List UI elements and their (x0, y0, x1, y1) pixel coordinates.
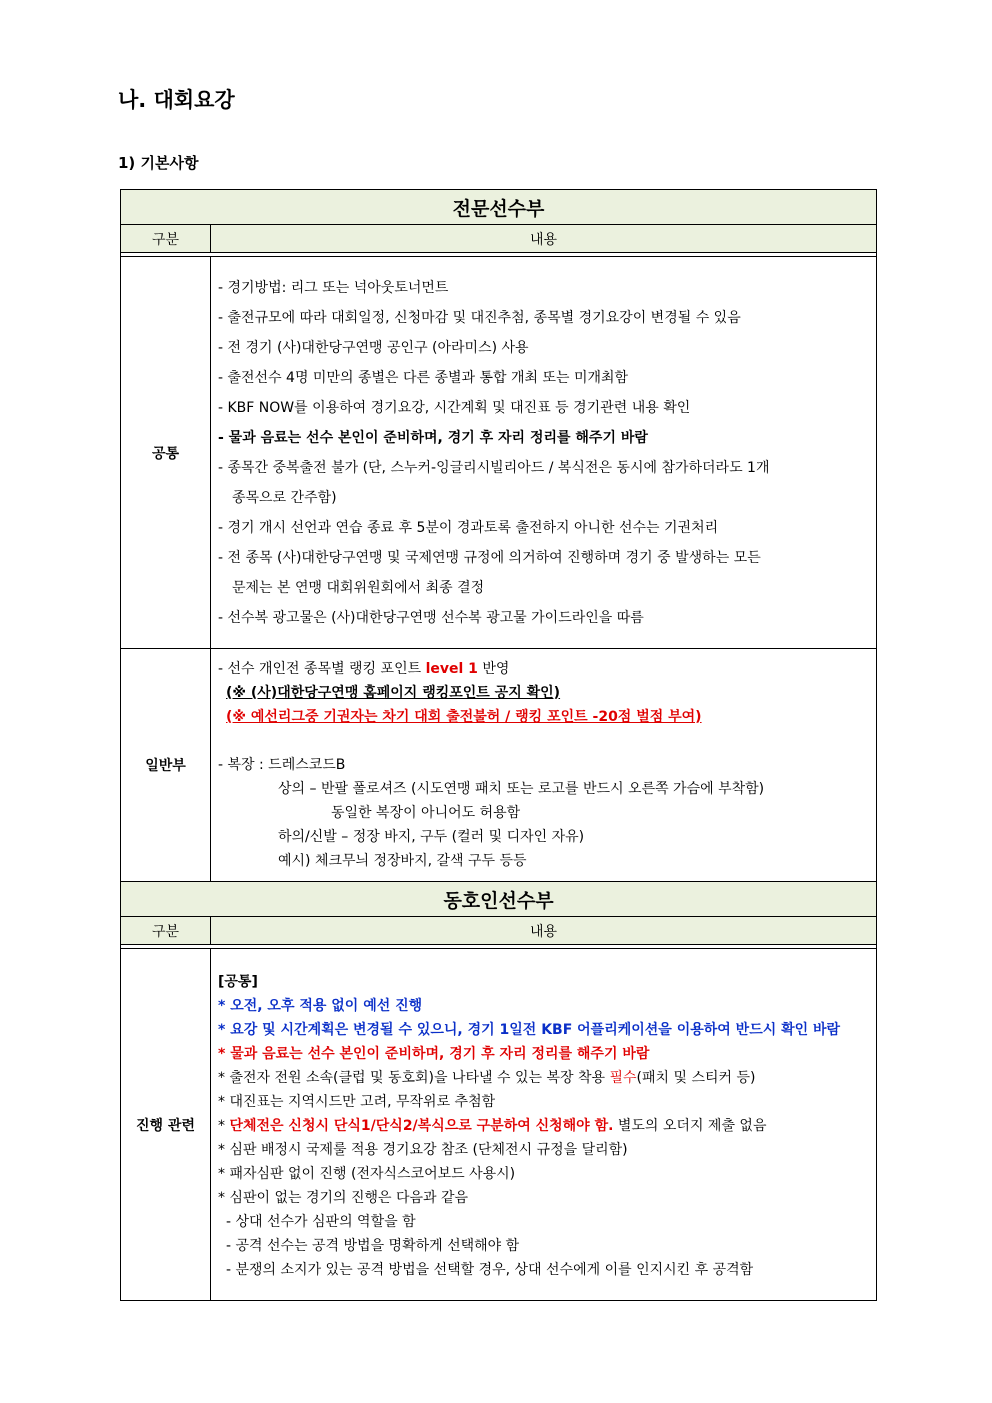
pro-col-category: 구분 (121, 225, 211, 253)
dress-top: 상의 – 반팔 폴로셔즈 (시도연맹 패치 또는 로고를 반드시 오른쪽 가슴에 부착함) (278, 781, 765, 797)
rule-line-continued: 문제는 본 연맹 대회위원회에서 최종 결정 (232, 579, 485, 596)
progress-line: * 물과 음료는 선수 본인이 준비하며, 경기 후 자리 정리를 해주기 바람 (218, 1045, 650, 1062)
pro-col-content: 내용 (211, 225, 877, 253)
rule-line: - 경기방법: 리그 또는 넉아웃토너먼트 (218, 279, 449, 296)
progress-line (218, 1114, 870, 1138)
category-progress: 진행 관련 (121, 949, 211, 1301)
team-prefix: * (218, 1117, 230, 1134)
progress-line: * 오전, 오후 적용 없이 예선 진행 (218, 997, 423, 1014)
amateur-col-content: 내용 (211, 917, 877, 945)
progress-line: * 패자심판 없이 진행 (전자식스코어보드 사용시) (218, 1165, 516, 1182)
amateur-col-category: 구분 (121, 917, 211, 945)
common-label: [공통] (218, 973, 258, 990)
ranking-prefix: - 선수 개인전 종목별 랭킹 포인트 (218, 661, 426, 677)
rule-line: - 전 종목 (사)대한당구연맹 및 국제연맹 규정에 의거하여 진행하며 경기 중 발생하는 모든 (218, 549, 761, 566)
rule-line-continued: 종목으로 간주함) (232, 489, 337, 506)
rule-line: - 전 경기 (사)대한당구연맹 공인구 (아라미스) 사용 (218, 339, 529, 356)
uniform-required: 필수 (609, 1069, 637, 1086)
progress-line: * 심판 배정시 국제룰 적용 경기요강 참조 (단체전시 규정을 달리함) (218, 1141, 628, 1158)
common-rules (211, 257, 877, 649)
forfeit-notice: (※ 예선리그중 기권자는 차기 대회 출전불허 / 랭킹 포인트 -20점 벌점 부여) (226, 709, 702, 725)
page-heading: 나. 대회요강 (118, 88, 235, 112)
ranking-line (218, 657, 870, 681)
progress-line: * 대진표는 지역시드만 고려, 무작위로 추첨함 (218, 1093, 496, 1110)
progress-line: * 요강 및 시간계획은 변경될 수 있으니, 경기 1일전 KBF 어플리케이션을 이용하여 반드시 확인 바람 (218, 1021, 841, 1038)
rule-line: - 출전선수 4명 미만의 종별은 다른 종별과 통합 개최 또는 미개최함 (218, 369, 629, 386)
progress-line (218, 1066, 870, 1090)
progress-line: * 심판이 없는 경기의 진행은 다음과 같음 (218, 1189, 469, 1206)
category-common: 공통 (121, 257, 211, 649)
rule-line: - KBF NOW를 이용하여 경기요강, 시간계획 및 대진표 등 경기관련 내용 확인 (218, 399, 691, 416)
rule-line: - 종목간 중복출전 불가 (단, 스누커-잉글리시빌리아드 / 복식전은 동시에 참가하더라도 1개 (218, 459, 770, 476)
team-suffix: 별도의 오더지 제출 없음 (613, 1117, 767, 1134)
general-rules (211, 649, 877, 882)
uniform-prefix: * 출전자 전원 소속(클럽 및 동호회)을 나타낼 수 있는 복장 착용 (218, 1069, 610, 1086)
uniform-suffix: (패치 및 스티커 등) (636, 1069, 756, 1086)
rule-line: - 선수복 광고물은 (사)대한당구연맹 선수복 광고물 가이드라인을 따름 (218, 609, 644, 626)
dress-bottom: 하의/신발 – 정장 바지, 구두 (컬러 및 디자인 자유) (278, 829, 585, 845)
spacer (218, 729, 870, 753)
category-general: 일반부 (121, 649, 211, 882)
ranking-notice: (※ (사)대한당구연맹 홈페이지 랭킹포인트 공지 확인) (226, 685, 561, 701)
dress-example: 예시) 체크무늬 정장바지, 갈색 구두 등등 (278, 853, 527, 869)
amateur-division-title: 동호인선수부 (121, 882, 877, 917)
progress-subline: - 상대 선수가 심판의 역할을 함 (226, 1213, 416, 1230)
pro-division-title: 전문선수부 (121, 190, 877, 225)
progress-subline: - 공격 선수는 공격 방법을 명확하게 선택해야 함 (226, 1237, 520, 1254)
rule-line-bold: - 물과 음료는 선수 본인이 준비하며, 경기 후 자리 정리를 해주기 바람 (218, 429, 648, 446)
rule-line: - 경기 개시 선언과 연습 종료 후 5분이 경과토록 출전하지 아니한 선수는 기권처리 (218, 519, 719, 536)
dress-top-note: 동일한 복장이 아니어도 허용함 (331, 805, 521, 821)
team-rule: 단체전은 신청시 단식1/단식2/복식으로 구분하여 신청해야 함. (229, 1117, 614, 1134)
ranking-level: level 1 (425, 661, 478, 677)
dress-code: - 복장 : 드레스코드B (218, 757, 346, 773)
rule-line: - 출전규모에 따라 대회일정, 신청마감 및 대진추첨, 종목별 경기요강이 변경될 수 있음 (218, 309, 741, 326)
section-subheading: 1) 기본사항 (118, 154, 199, 172)
pro-division-table (120, 189, 877, 1301)
progress-rules (211, 949, 877, 1301)
ranking-suffix: 반영 (477, 661, 510, 677)
progress-subline: - 분쟁의 소지가 있는 공격 방법을 선택할 경우, 상대 선수에게 이를 인지시킨 후 공격함 (226, 1261, 754, 1278)
